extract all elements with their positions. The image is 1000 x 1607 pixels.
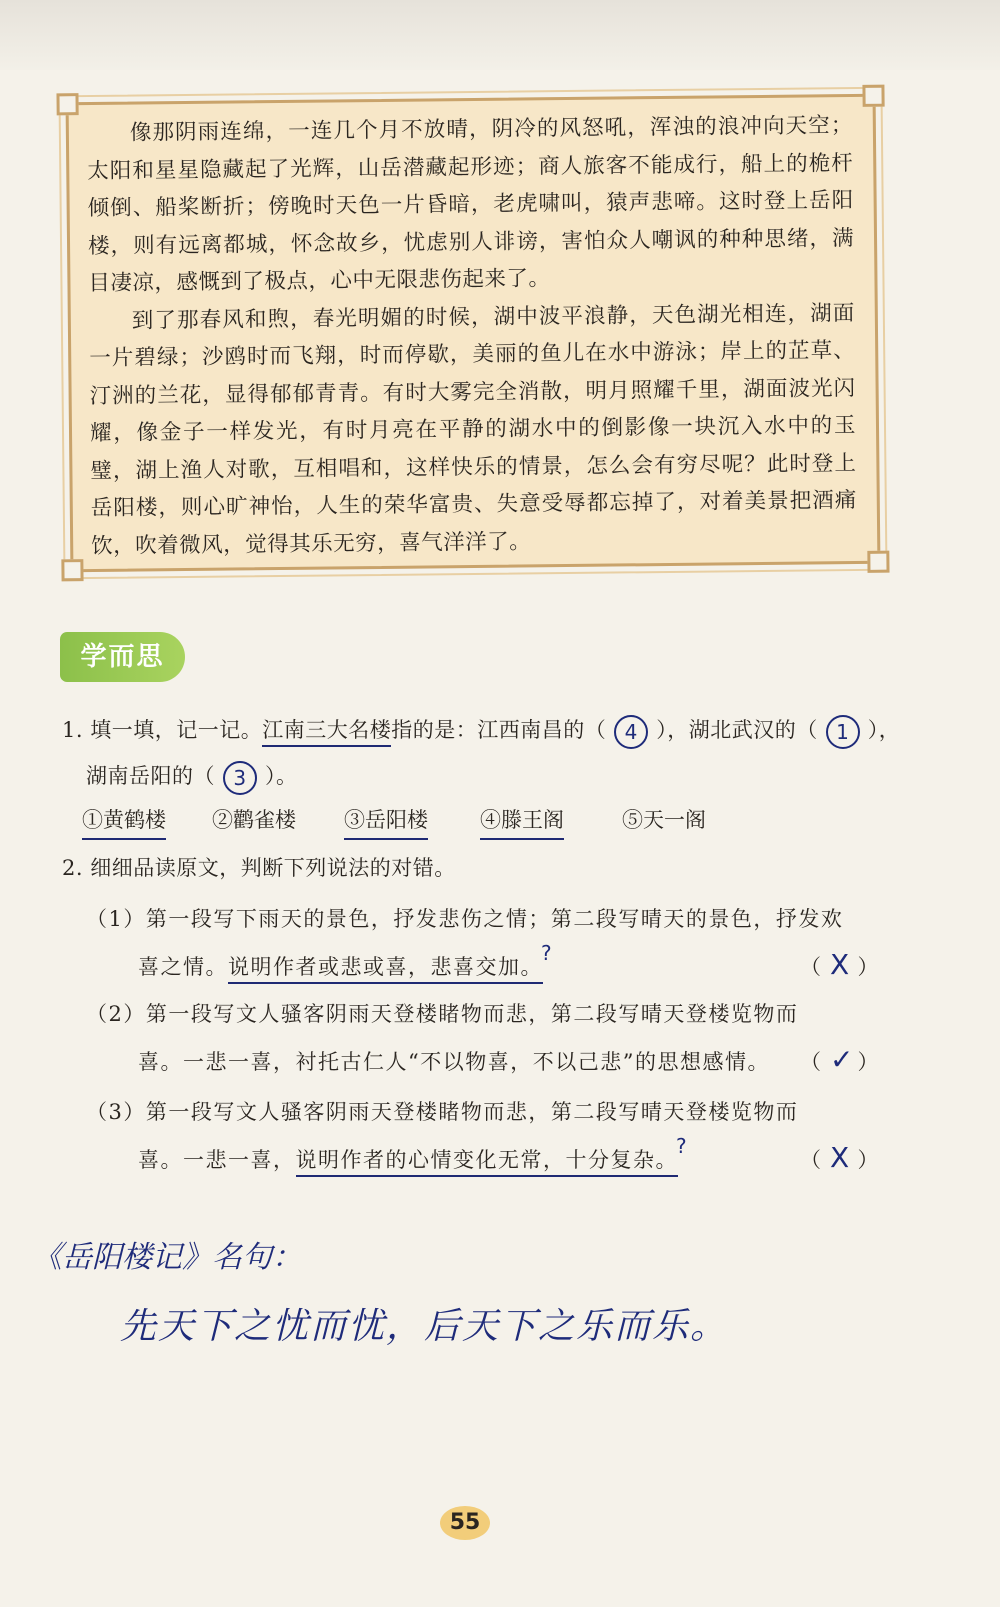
q1-answer-c: 3 — [223, 761, 257, 795]
answer-parentheses — [800, 1136, 880, 1184]
cross-mark-icon: X — [830, 948, 851, 981]
cross-mark-icon: X — [830, 1141, 851, 1174]
q1-text-e: ）。 — [265, 764, 298, 788]
frame-corner — [867, 551, 889, 573]
judgment-1-line-1: （1）第一段写下雨天的景色，抒发悲伤之情；第二段写晴天的景色，抒发欢 — [86, 907, 844, 931]
paren-open: （ — [800, 955, 823, 979]
paren-close: ） — [857, 1148, 880, 1172]
frame-corner — [862, 85, 884, 107]
paren-open: （ — [800, 1050, 823, 1074]
q1-underlined-term: 江南三大名楼 — [262, 718, 391, 747]
question-mark-annotation: ? — [676, 1134, 689, 1158]
judgment-2-line-2 — [86, 1038, 886, 1086]
passage-paragraph-1: 像那阴雨连绵，一连几个月不放晴，阴冷的风怒吼，浑浊的浪冲向天空；太阳和星星隐藏起了光辉，山岳潜藏起形迹；商人旅客不能成行，船上的桅杆倾倒、船桨断折；傍晚时天色一片昏暗，老虎啸叫，猿声悲啼。这时登上岳阳楼，则有远离都城，怀念故乡，忧虑别人诽谤，害怕众人嘲讽的种种思绪，满目凄凉，感慨到了极点，心中无限悲伤起来了。 — [87, 113, 855, 297]
judgment-item-3 — [86, 1088, 886, 1184]
q1-text-c: ）， — [867, 718, 901, 742]
answer-parentheses — [800, 1038, 880, 1086]
judgment-item-2 — [86, 990, 886, 1086]
paren-close: ） — [857, 1050, 880, 1074]
judgment-2-line-1: （2）第一段写文人骚客阴雨天登楼睹物而悲，第二段写晴天登楼览物而 — [86, 1002, 799, 1026]
q1-prefix: 1. 填一填，记一记。 — [62, 718, 263, 742]
judgment-item-1 — [86, 895, 886, 991]
question-2: 2. 细细品读原文，判断下列说法的对错。 — [62, 856, 456, 880]
passage-box — [66, 94, 881, 572]
question-1 — [62, 714, 942, 749]
q1-answer-a: 4 — [614, 715, 648, 749]
judgment-3-line-2 — [86, 1136, 886, 1184]
q1-answer-b: 1 — [826, 715, 860, 749]
judgment-1-plain: 喜之情。 — [138, 955, 228, 979]
option-3: ③岳阳楼 — [344, 804, 428, 840]
q1-text-d: 湖南岳阳的（ — [86, 764, 215, 788]
q1-text-a: 指的是：江西南昌的（ — [391, 718, 607, 742]
judgment-3-line-1: （3）第一段写文人骚客阴雨天登楼睹物而悲，第二段写晴天登楼览物而 — [86, 1100, 799, 1124]
page-top-edge — [0, 0, 1000, 70]
question-1-line-2 — [86, 760, 298, 795]
judgment-3-underlined: 说明作者的心情变化无常，十分复杂。 — [296, 1148, 679, 1177]
answer-parentheses — [800, 943, 880, 991]
option-4: ④滕王阁 — [480, 804, 564, 840]
paren-open: （ — [800, 1148, 823, 1172]
passage-paragraph-2: 到了那春风和煦，春光明媚的时候，湖中波平浪静，天色湖光相连，湖面一片碧绿；沙鸥时而飞翔，时而停歇，美丽的鱼儿在水中游泳；岸上的芷草、汀洲的兰花，显得郁郁青青。有时大雾完全消散，明月照耀千里，湖面波光闪耀，像金子一样发光，有时月亮在平静的湖水中的倒影像一块沉入水中的玉璧，湖上渔人对歌，互相唱和，这样快乐的情景，怎么会有穷尽呢？此时登上岳阳楼，则心旷神怡，人生的荣华富贵、失意受辱都忘掉了，对着美景把酒痛饮，吹着微风，觉得其乐无穷，喜气洋洋了。 — [89, 300, 857, 559]
section-title: 学而思 — [60, 632, 185, 682]
handwritten-quote: 先天下之忧而忧，后天下之乐而乐。 — [120, 1306, 729, 1347]
judgment-1-underlined: 说明作者或悲或喜，悲喜交加。 — [228, 955, 543, 984]
check-mark-icon: ✓ — [830, 1043, 855, 1076]
frame-corner — [56, 93, 78, 115]
paren-close: ） — [857, 955, 880, 979]
question-mark-annotation: ? — [541, 941, 554, 965]
frame-corner — [61, 559, 83, 581]
judgment-1-line-2 — [86, 943, 886, 991]
judgment-2-plain: 喜。一悲一喜，衬托古仁人“不以物喜，不以己悲”的思想感情。 — [138, 1050, 770, 1074]
q1-text-b: ），湖北武汉的（ — [656, 718, 818, 742]
option-5: ⑤天一阁 — [622, 808, 706, 832]
handwritten-note-title: 《岳阳楼记》名句： — [32, 1240, 302, 1275]
judgment-3-plain: 喜。一悲一喜， — [138, 1148, 296, 1172]
passage-text — [87, 107, 858, 565]
page-number: 55 — [440, 1506, 490, 1540]
option-1: ①黄鹤楼 — [82, 804, 166, 840]
option-2: ②鹳雀楼 — [212, 808, 296, 832]
